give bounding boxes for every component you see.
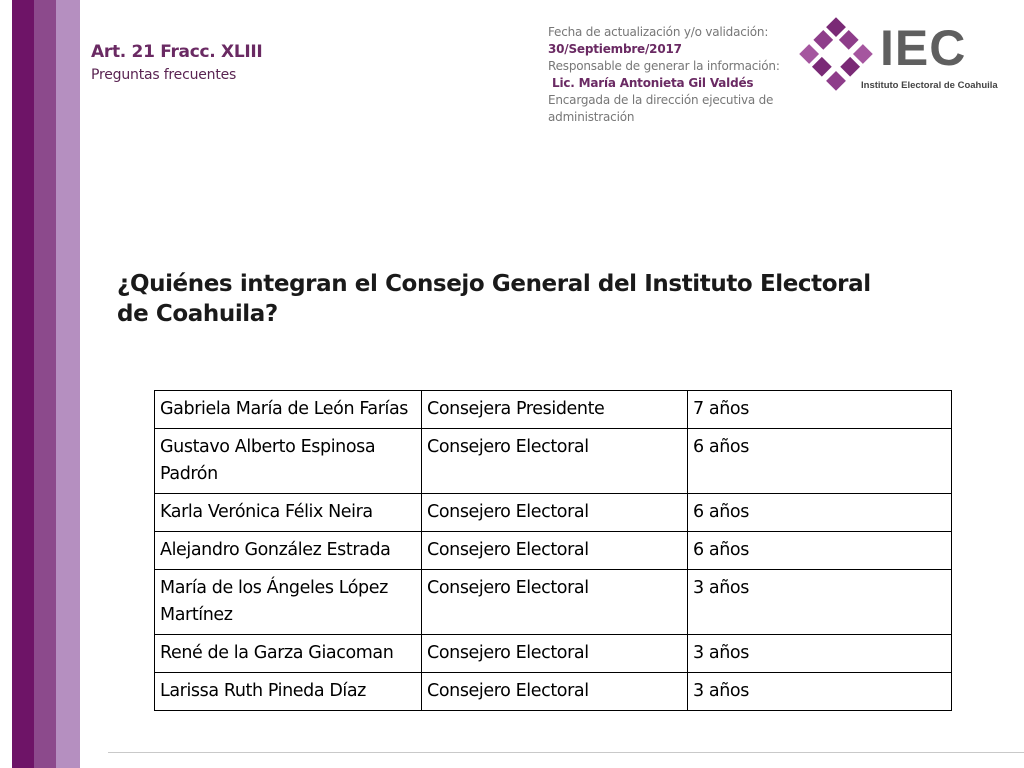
update-label: Fecha de actualización y/o validación: — [548, 25, 769, 39]
table-row — [155, 673, 952, 711]
footer-divider — [108, 752, 1024, 753]
table-row — [155, 494, 952, 532]
left-stripe-dark — [12, 0, 34, 768]
responsible-label: Responsable de generar la información: — [548, 59, 780, 73]
table-row — [155, 391, 952, 429]
member-name: Alejandro González Estrada — [155, 532, 422, 570]
member-name: Gabriela María de León Farías — [155, 391, 422, 429]
logo-caption: Instituto Electoral de Coahuila — [861, 80, 998, 91]
table-row — [155, 570, 952, 635]
member-term: 3 años — [688, 673, 952, 711]
member-name: Gustavo Alberto Espinosa Padrón — [155, 429, 422, 494]
member-role: Consejero Electoral — [422, 570, 688, 635]
responsible-role: Encargada de la dirección ejecutiva de administración — [548, 93, 774, 124]
council-members-table — [154, 390, 952, 711]
member-role: Consejero Electoral — [422, 429, 688, 494]
member-name: Larissa Ruth Pineda Díaz — [155, 673, 422, 711]
update-info — [548, 24, 788, 126]
member-term: 6 años — [688, 532, 952, 570]
member-term: 3 años — [688, 635, 952, 673]
responsible-name: Lic. María Antonieta Gil Valdés — [552, 76, 754, 90]
member-term: 6 años — [688, 429, 952, 494]
member-role: Consejero Electoral — [422, 494, 688, 532]
member-name: María de los Ángeles López Martínez — [155, 570, 422, 635]
logo-acronym: IEC — [880, 20, 967, 76]
faq-question: ¿Quiénes integran el Consejo General del Instituto Electoral de Coahuila? — [117, 271, 871, 327]
table-row — [155, 532, 952, 570]
member-term: 3 años — [688, 570, 952, 635]
update-date: 30/Septiembre/2017 — [548, 42, 682, 56]
table-row — [155, 635, 952, 673]
left-stripe-light — [56, 0, 80, 768]
member-role: Consejero Electoral — [422, 673, 688, 711]
article-title: Art. 21 Fracc. XLIII — [91, 42, 263, 62]
member-name: Karla Verónica Félix Neira — [155, 494, 422, 532]
member-name: René de la Garza Giacoman — [155, 635, 422, 673]
member-role: Consejero Electoral — [422, 532, 688, 570]
left-stripe-mid — [34, 0, 56, 768]
table-row — [155, 429, 952, 494]
member-term: 7 años — [688, 391, 952, 429]
member-term: 6 años — [688, 494, 952, 532]
article-subtitle: Preguntas frecuentes — [91, 67, 237, 83]
member-role: Consejera Presidente — [422, 391, 688, 429]
member-role: Consejero Electoral — [422, 635, 688, 673]
